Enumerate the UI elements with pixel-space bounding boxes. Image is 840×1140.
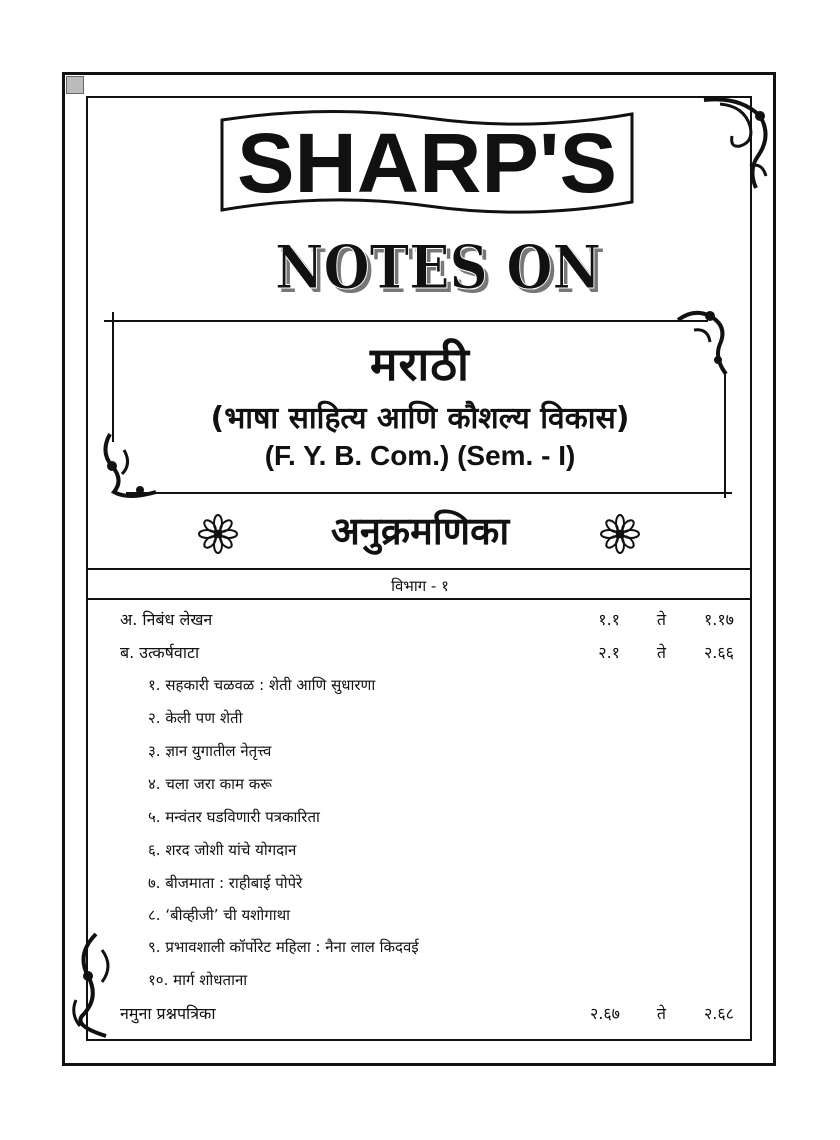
subject-title: मराठी [370, 337, 470, 391]
toc-entry-connector: ते [656, 610, 666, 629]
toc-subitem: ५. मन्वंतर घडविणारी पत्रकारिता [148, 808, 320, 826]
toc-entry-title: ब. उत्कर्षवाटा [120, 643, 200, 662]
toc-entry [120, 641, 740, 667]
toc-subitem: २. केली पण शेती [148, 709, 243, 727]
toc-entry-start-page: २.६७ [589, 1004, 620, 1023]
section-top-rule [86, 568, 752, 570]
toc-entry-connector: ते [656, 643, 666, 662]
toc-entry-end-page: १.१७ [703, 610, 734, 629]
top-right-flourish-icon [700, 96, 772, 192]
toc-entry [120, 608, 740, 634]
toc-subitem: ७. बीजमाता : राहीबाई पोपेरे [148, 874, 303, 892]
flower-right-icon [600, 514, 640, 554]
toc-entry [120, 1002, 740, 1028]
toc-subitem: ९. प्रभावशाली कॉर्पोरेट महिला : नैना लाल किदवई [148, 938, 419, 956]
course-label: (F. Y. B. Com.) (Sem. - I) [264, 440, 576, 471]
toc-subitem: ३. ज्ञान युगातील नेतृत्त्व [148, 742, 272, 760]
frame-bottom-line [126, 492, 732, 494]
toc-entry-connector: ते [656, 1004, 666, 1023]
corner-marker [66, 76, 84, 94]
subject-subtitle: (भाषा साहित्य आणि कौशल्य विकास) [210, 401, 630, 436]
toc-entry-start-page: १.१ [598, 610, 620, 629]
notes-on-text: NOTES ON [275, 233, 601, 298]
bottom-left-flourish-icon [66, 930, 126, 1040]
index-heading: अनुक्रमणिका [330, 509, 510, 553]
section-label: विभाग - १ [391, 577, 449, 595]
toc-subitem: १०. मार्ग शोधताना [148, 971, 248, 989]
toc-subitem: ४. चला जरा काम करू [148, 775, 272, 793]
toc-entry-start-page: २.१ [598, 643, 620, 662]
toc-entry-title: अ. निबंध लेखन [120, 610, 213, 629]
toc-subitem: ८. ‘बीव्हीजी’ ची यशोगाथा [148, 906, 291, 924]
notes-on-shadow: NOTES ON [279, 237, 605, 298]
toc-entry-title: नमुना प्रश्नपत्रिका [120, 1004, 216, 1023]
notes-on-heading [270, 232, 610, 298]
frame-top-line [104, 320, 708, 322]
section-bottom-rule [86, 598, 752, 600]
toc-entry-end-page: २.६८ [703, 1004, 734, 1023]
toc-subitem: ६. शरद जोशी यांचे योगदान [148, 841, 297, 859]
brand-title: SHARP'S [237, 116, 617, 210]
brand-banner [218, 106, 636, 218]
toc-subitem: १. सहकारी चळवळ : शेती आणि सुधारणा [148, 676, 376, 694]
toc-entry-end-page: २.६६ [703, 643, 734, 662]
